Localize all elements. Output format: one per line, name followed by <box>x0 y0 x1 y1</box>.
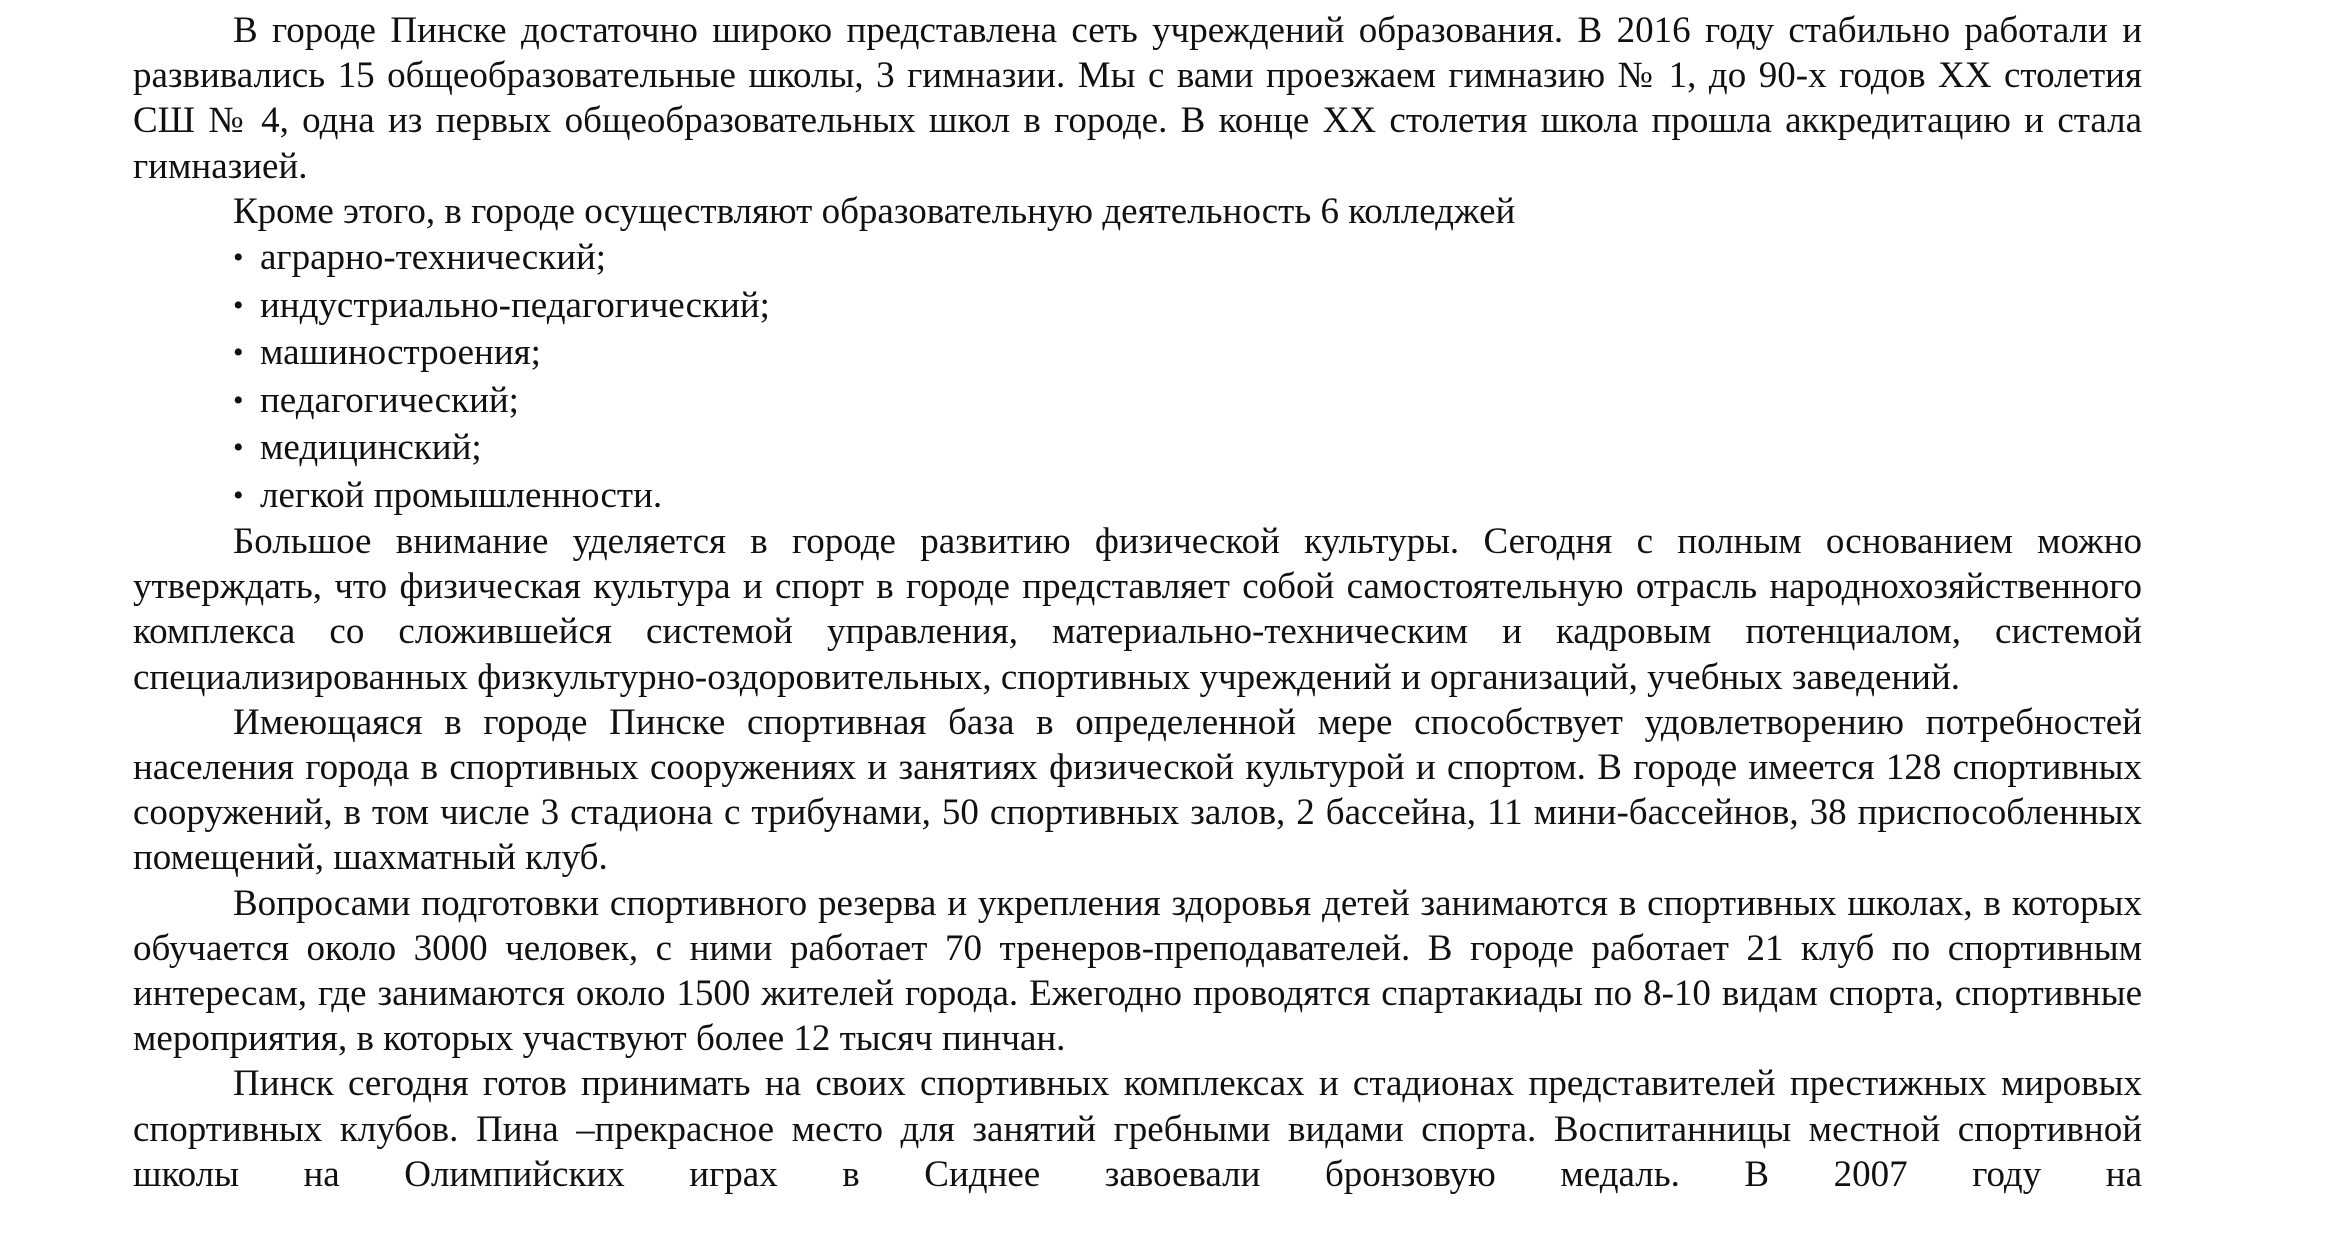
list-item <box>133 234 2142 282</box>
colleges-list <box>133 234 2142 519</box>
bullet-icon: • <box>233 241 244 275</box>
bullet-icon: • <box>233 478 244 512</box>
list-item-text: педагогический; <box>260 379 519 421</box>
list-item <box>133 282 2142 330</box>
paragraph-education: В городе Пинске достаточно широко представлена сеть учреждений образования. В 2016 году стабильно работали и развивались 15 общеобразовательные школы, 3 гимназии. Мы с вами проезжаем гимназию № 1, до 90-х годов XX столетия СШ № 4, одна из первых общеобразовательных школ в городе. В конце XX столетия школа прошла аккредитацию и стала гимназией. <box>133 10 2142 187</box>
list-item <box>133 329 2142 377</box>
list-item-text: индустриально-педагогический; <box>260 284 770 326</box>
paragraph-colleges-intro: Кроме этого, в городе осуществляют образовательную деятельность 6 колледжей <box>233 190 1516 232</box>
list-item <box>133 424 2142 472</box>
paragraph-sports-clubs: Пинск сегодня готов принимать на своих спортивных комплексах и стадионах представителей престижных мировых спортивных клубов. Пина –прекрасное место для занятий гребными видами спорта. Воспитанницы местной спортивной школы на Олимпийских играх в Сиднее завоевали бронзовую медаль. В 2007 году на <box>133 1063 2142 1195</box>
document-body <box>133 8 2142 1197</box>
bullet-icon: • <box>233 431 244 465</box>
paragraph-sports-schools: Вопросами подготовки спортивного резерва и укрепления здоровья детей занимаются в спортивных школах, в которых обучается около 3000 человек, с ними работает 70 тренеров-преподавателей. В городе работает 21 клуб по спортивным интересам, где занимаются около 1500 жителей города. Ежегодно проводятся спартакиады по 8-10 видам спорта, спортивные мероприятия, в которых участвуют более 12 тысяч пинчан. <box>133 882 2142 1060</box>
paragraph-sports-base: Имеющаяся в городе Пинске спортивная база в определенной мере способствует удовлетворению потребностей населения города в спортивных сооружениях и занятиях физической культурой и спортом. В городе имеется 128 спортивных сооружений, в том числе 3 стадиона с трибунами, 50 спортивных залов, 2 бассейна, 11 мини-бассейнов, 38 приспособленных помещений, шахматный клуб. <box>133 701 2142 879</box>
paragraph-physical-culture: Большое внимание уделяется в городе развитию физической культуры. Сегодня с полным основанием можно утверждать, что физическая культура и спорт в городе представляет собой самостоятельную отрасль народнохозяйственного комплекса со сложившейся системой управления, материально-техническим и кадровым потенциалом, системой специализированных физкультурно-оздоровительных, спортивных учреждений и организаций, учебных заведений. <box>133 521 2142 698</box>
list-item-text: машиностроения; <box>260 332 541 374</box>
bullet-icon: • <box>233 336 244 370</box>
bullet-icon: • <box>233 383 244 417</box>
list-item <box>133 472 2142 520</box>
list-item <box>133 377 2142 425</box>
list-item-text: легкой промышленности. <box>260 474 663 516</box>
list-item-text: медицинский; <box>260 427 482 469</box>
list-item-text: аграрно-технический; <box>260 237 607 279</box>
bullet-icon: • <box>233 288 244 322</box>
